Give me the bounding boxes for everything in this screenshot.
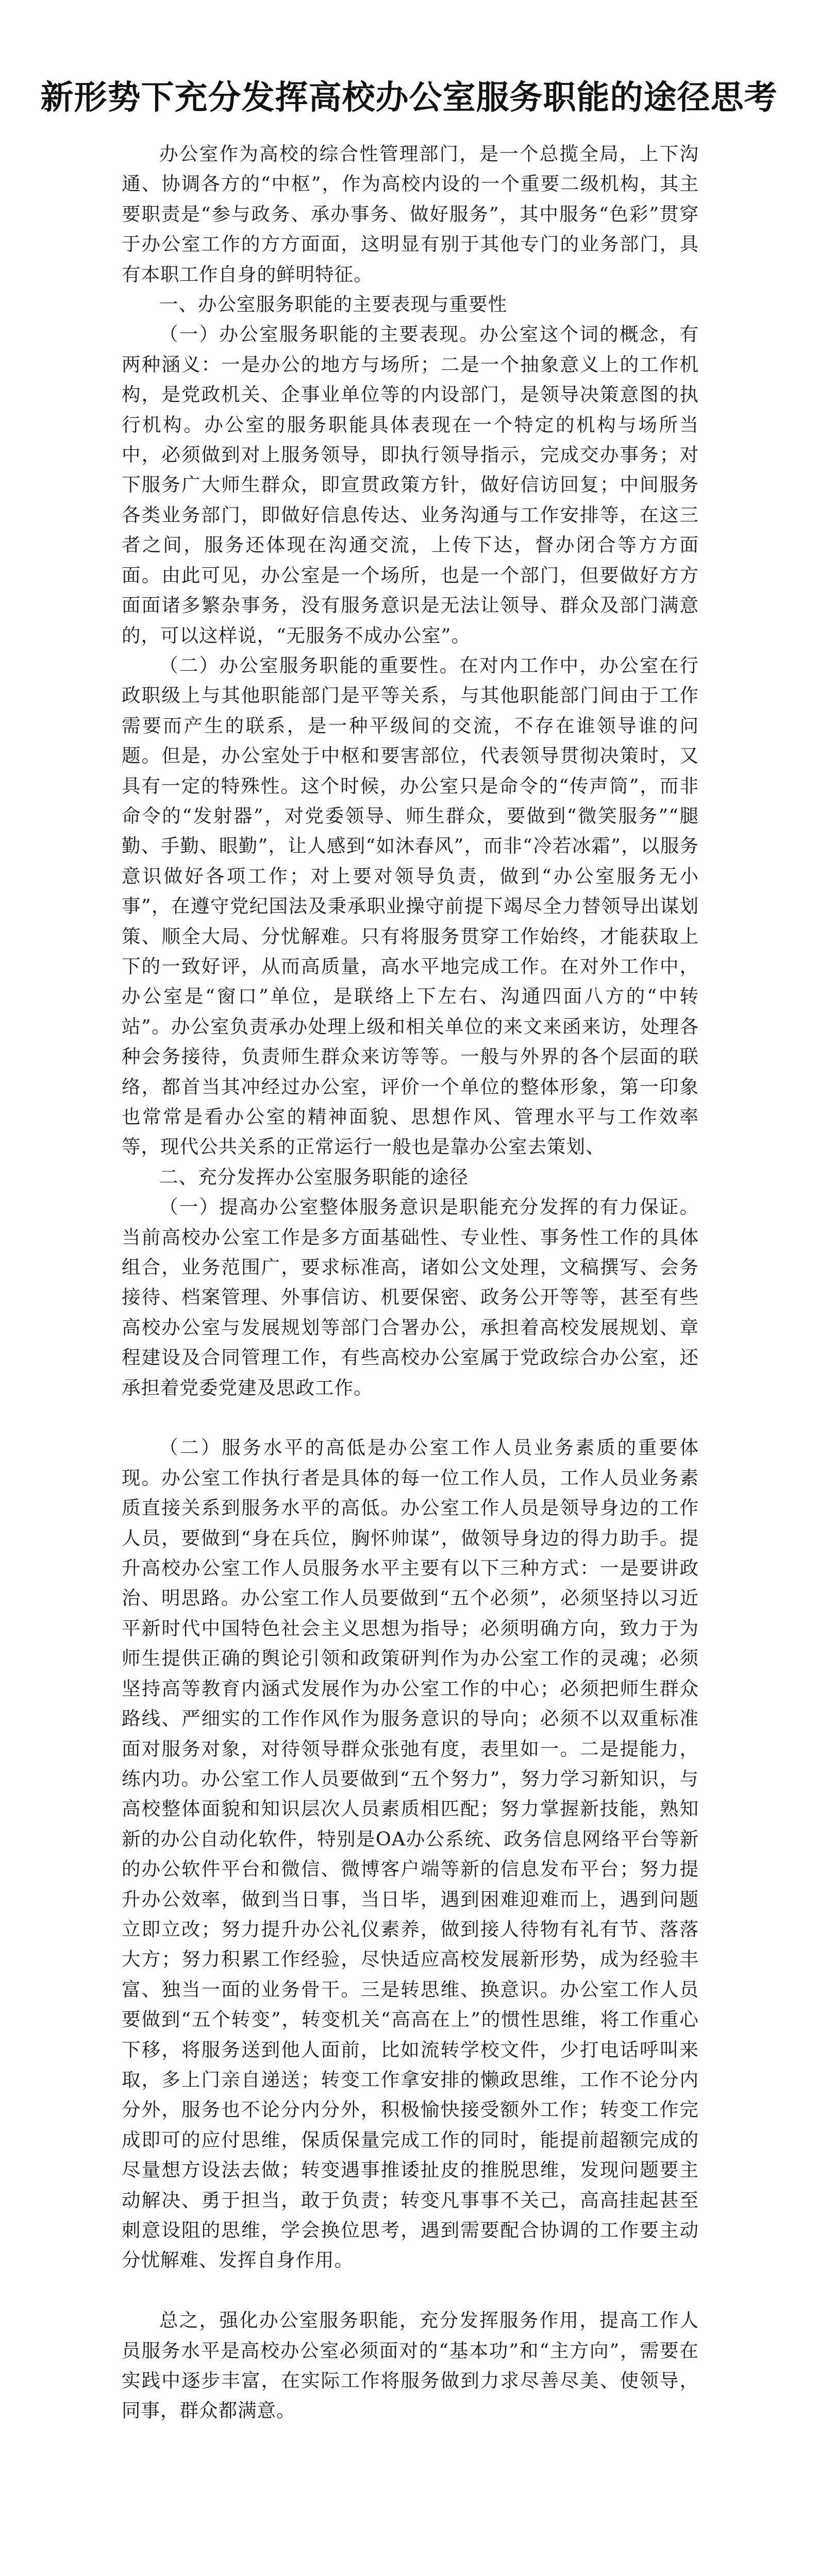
section-heading-2: 二、充分发挥办公室服务职能的途径: [159, 1165, 469, 1188]
conclusion-paragraph: 总之，强化办公室服务职能，充分发挥服务作用，提高工作人员服务水平是高校办公室必须面对的“基本功”和“主方向”，需要在实践中逐步丰富，在实际工作将服务做到力求尽善尽美、使领导，同事，群众都满意。: [122, 2309, 699, 2422]
section-heading-1: 一、办公室服务职能的主要表现与重要性: [159, 293, 507, 316]
document-title: 新形势下充分发挥高校办公室服务职能的途径思考: [40, 79, 778, 117]
intro-paragraph: 办公室作为高校的综合性管理部门，是一个总揽全局，上下沟通、协调各方的“中枢”，作为高校内设的一个重要二级机构，其主要职责是“参与政务、承办事务、做好服务”，其中服务“色彩”贯穿于办公室工作的方方面面，这明显有别于其他专门的业务部门，具有本职工作自身的鲜明特征。: [122, 143, 699, 285]
paragraph-1-2: （二）办公室服务职能的重要性。在对内工作中，办公室在行政职级上与其他职能部门是平等关系，与其他职能部门间由于工作需要而产生的联系，是一种平级间的交流，不存在谁领导谁的问题。但是，办公室处于中枢和要害部位，代表领导贯彻决策时，又具有一定的特殊性。这个时候，办公室只是命令的“传声筒”，而非命令的“发射器”，对党委领导、师生群众，要做到“微笑服务”“腿勤、手勤、眼勤”，让人感到“如沐春风”，而非“冷若冰霜”，以服务意识做好各项工作；对上要对领导负责，做到“办公室服务无小事”，在遵守党纪国法及秉承职业操守前提下竭尽全力替领导出谋划策、顺全大局、分忧解难。只有将服务贯穿工作始终，才能获取上下的一致好评，从而高质量，高水平地完成工作。在对外工作中，办公室是“窗口”单位，是联络上下左右、沟通四面八方的“中转站”。办公室负责承办处理上级和相关单位的来文来函来访，处理各种会务接待，负责师生群众来访等等。一般与外界的各个层面的联络，都首当其冲经过办公室，评价一个单位的整体形象，第一印象也常常是看办公室的精神面貌、思想作风、管理水平与工作效率等，现代公共关系的正常运行一般也是靠办公室去策划、: [122, 654, 699, 1158]
paragraph-1-1: （一）办公室服务职能的主要表现。办公室这个词的概念，有两种涵义：一是办公的地方与场所；二是一个抽象意义上的工作机构，是党政机关、企事业单位等的内设部门，是领导决策意图的执行机构。办公室的服务职能具体表现在一个特定的机构与场所当中，必须做到对上服务领导，即执行领导指示，完成交办事务；对下服务广大师生群众，即宣贯政策方针，做好信访回复；中间服务各类业务部门，即做好信息传达、业务沟通与工作安排等，在这三者之间，服务还体现在沟通交流，上传下达，督办闭合等方方面面。由此可见，办公室是一个场所，也是一个部门，但要做好方方面面诸多繁杂事务，没有服务意识是无法让领导、群众及部门满意的，可以这样说，“无服务不成办公室”。: [122, 323, 699, 647]
paragraph-2-2: （二）服务水平的高低是办公室工作人员业务素质的重要体现。办公室工作执行者是具体的每一位工作人员，工作人员业务素质直接关系到服务水平的高低。办公室工作人员是领导身边的工作人员，要做到“身在兵位，胸怀帅谋”，做领导身边的得力助手。提升高校办公室工作人员服务水平主要有以下三种方式：一是要讲政治、明思路。办公室工作人员要做到“五个必须”，必须坚持以习近平新时代中国特色社会主义思想为指导；必须明确方向，致力于为师生提供正确的舆论引领和政策研判作为办公室工作的灵魂；必须坚持高等教育内涵式发展作为办公室工作的中心；必须把师生群众路线、严细实的工作作风作为服务意识的导向；必须不以双重标准面对服务对象，对待领导群众张弛有度，表里如一。二是提能力，练内功。办公室工作人员要做到“五个努力”，努力学习新知识，与高校整体面貌和知识层次人员素质相匹配；努力掌握新技能，熟知新的办公自动化软件，特别是OA办公系统、政务信息网络平台等新的办公软件平台和微信、微博客户端等新的信息发布平台；努力提升办公效率，做到当日事，当日毕，遇到困难迎难而上，遇到问题立即立改；努力提升办公礼仪素养，做到接人待物有礼有节、落落大方；努力积累工作经验，尽快适应高校发展新形势，成为经验丰富、独当一面的业务骨干。三是转思维、换意识。办公室工作人员要做到“五个转变”，转变机关“高高在上”的惯性思维，将工作重心下移，将服务送到他人面前，比如流转学校文件，少打电话呼叫来取，多上门亲自递送；转变工作拿安排的懒政思维，工作不论分内分外，服务也不论分内分外，积极愉快接受额外工作；转变工作完成即可的应付思维，保质保量完成工作的同时，能提前超额完成的尽量想方设法去做；转变遇事推诿扯皮的推脱思维，发现问题要主动解决、勇于担当，敢于负责；转变凡事事不关己，高高挂起甚至刺意设阻的思维，学会换位思考，遇到需要配合协调的工作要主动分忧解难、发挥自身作用。: [122, 1436, 699, 2272]
document-body: [122, 139, 699, 2426]
paragraph-2-1: （一）提高办公室整体服务意识是职能充分发挥的有力保证。当前高校办公室工作是多方面基础性、专业性、事务性工作的具体组合，业务范围广，要求标准高，诸如公文处理，文稿撰写、会务接待、档案管理、外事信访、机要保密、政务公开等等，甚至有些高校办公室与发展规划等部门合署办公，承担着高校发展规划、章程建设及合同管理工作，有些高校办公室属于党政综合办公室，还承担着党委党建及思政工作。: [122, 1196, 699, 1399]
